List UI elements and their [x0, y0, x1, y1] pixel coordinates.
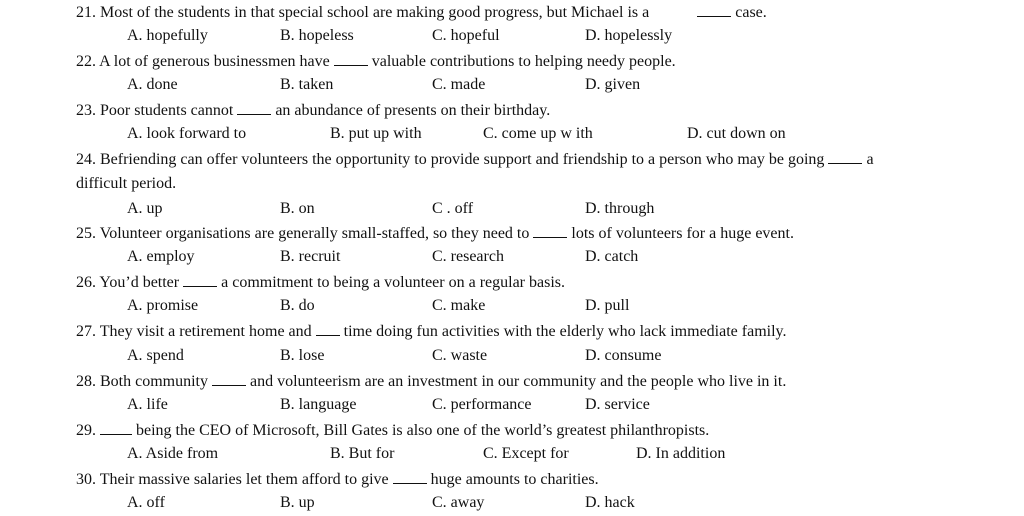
question-26-stem: 26. You’d better	[76, 274, 180, 291]
option-b[interactable]: B. hopeless	[280, 27, 354, 44]
option-b[interactable]: B. lose	[280, 347, 325, 364]
question-24-stem-end: a	[866, 151, 874, 168]
question-23	[76, 100, 550, 121]
answer-blank	[393, 469, 427, 484]
answer-blank	[212, 371, 246, 386]
question-24	[76, 149, 874, 170]
option-b[interactable]: B. recruit	[280, 248, 341, 265]
answer-blank	[316, 321, 340, 336]
option-a[interactable]: A. employ	[127, 248, 195, 265]
option-c[interactable]: C. away	[432, 494, 485, 511]
option-a[interactable]: A. spend	[127, 347, 184, 364]
question-21-stem: 21. Most of the students in that special school are making good progress, but Michael is a	[76, 4, 650, 21]
option-a[interactable]: A. hopefully	[127, 27, 208, 44]
option-c[interactable]: C. come up w ith	[483, 125, 593, 142]
question-28-stem: 28. Both community	[76, 373, 208, 390]
question-22-stem-end: valuable contributions to helping needy people.	[371, 53, 676, 70]
question-28-stem-end: and volunteerism are an investment in our community and the people who live in it.	[250, 373, 787, 390]
option-c[interactable]: C. research	[432, 248, 504, 265]
option-a[interactable]: A. up	[127, 200, 163, 217]
question-27-stem-end: time doing fun activities with the elderly who lack immediate family.	[343, 323, 787, 340]
option-d[interactable]: D. hack	[585, 494, 635, 511]
option-c[interactable]: C. waste	[432, 347, 488, 364]
option-b[interactable]: B. But for	[330, 445, 395, 462]
question-25-stem: 25. Volunteer organisations are generally small-staffed, so they need to	[76, 225, 530, 242]
question-29	[76, 420, 709, 441]
question-22	[76, 51, 676, 72]
option-b[interactable]: B. taken	[280, 76, 334, 93]
question-29-stem-end: being the CEO of Microsoft, Bill Gates is also one of the world’s greatest philanthropists.	[136, 422, 710, 439]
option-a[interactable]: A. life	[127, 396, 168, 413]
question-27	[76, 321, 786, 342]
option-b[interactable]: B. up	[280, 494, 315, 511]
option-b[interactable]: B. on	[280, 200, 315, 217]
answer-blank	[100, 420, 132, 435]
answer-blank	[697, 2, 731, 17]
answer-blank	[334, 51, 368, 66]
option-d[interactable]: D. hopelessly	[585, 27, 673, 44]
option-d[interactable]: D. pull	[585, 297, 630, 314]
option-d[interactable]: D. catch	[585, 248, 639, 265]
option-b[interactable]: B. put up with	[330, 125, 422, 142]
question-21	[76, 2, 767, 23]
question-24-continuation: difficult period.	[76, 175, 177, 192]
question-25-stem-end: lots of volunteers for a huge event.	[571, 225, 794, 242]
question-29-stem: 29.	[76, 422, 96, 439]
option-a[interactable]: A. Aside from	[127, 445, 219, 462]
option-d[interactable]: D. In addition	[636, 445, 726, 462]
question-28	[76, 371, 786, 392]
option-d[interactable]: D. through	[585, 200, 655, 217]
question-30	[76, 469, 599, 490]
option-d[interactable]: D. given	[585, 76, 641, 93]
option-a[interactable]: A. done	[127, 76, 178, 93]
question-23-stem-end: an abundance of presents on their birthday.	[275, 102, 551, 119]
option-d[interactable]: D. service	[585, 396, 650, 413]
question-30-stem-end: huge amounts to charities.	[430, 471, 599, 488]
option-a[interactable]: A. off	[127, 494, 165, 511]
option-d[interactable]: D. consume	[585, 347, 662, 364]
option-c[interactable]: C . off	[432, 200, 474, 217]
option-c[interactable]: C. performance	[432, 396, 532, 413]
answer-blank	[183, 272, 217, 287]
answer-blank	[533, 223, 567, 238]
option-c[interactable]: C. Except for	[483, 445, 569, 462]
option-d[interactable]: D. cut down on	[687, 125, 786, 142]
question-23-stem: 23. Poor students cannot	[76, 102, 234, 119]
question-22-stem: 22. A lot of generous businessmen have	[76, 53, 330, 70]
question-25	[76, 223, 794, 244]
question-21-stem-end: case.	[735, 4, 767, 21]
question-24-stem: 24. Befriending can offer volunteers the opportunity to provide support and friendship to a person who may be going	[76, 151, 825, 168]
option-c[interactable]: C. make	[432, 297, 486, 314]
option-c[interactable]: C. made	[432, 76, 486, 93]
question-26	[76, 272, 565, 293]
question-30-stem: 30. Their massive salaries let them afford to give	[76, 471, 389, 488]
question-27-stem: 27. They visit a retirement home and	[76, 323, 312, 340]
option-a[interactable]: A. look forward to	[127, 125, 247, 142]
answer-blank	[828, 149, 862, 164]
answer-blank	[237, 100, 271, 115]
option-a[interactable]: A. promise	[127, 297, 199, 314]
option-b[interactable]: B. do	[280, 297, 315, 314]
option-c[interactable]: C. hopeful	[432, 27, 500, 44]
question-26-stem-end: a commitment to being a volunteer on a regular basis.	[221, 274, 566, 291]
option-b[interactable]: B. language	[280, 396, 357, 413]
